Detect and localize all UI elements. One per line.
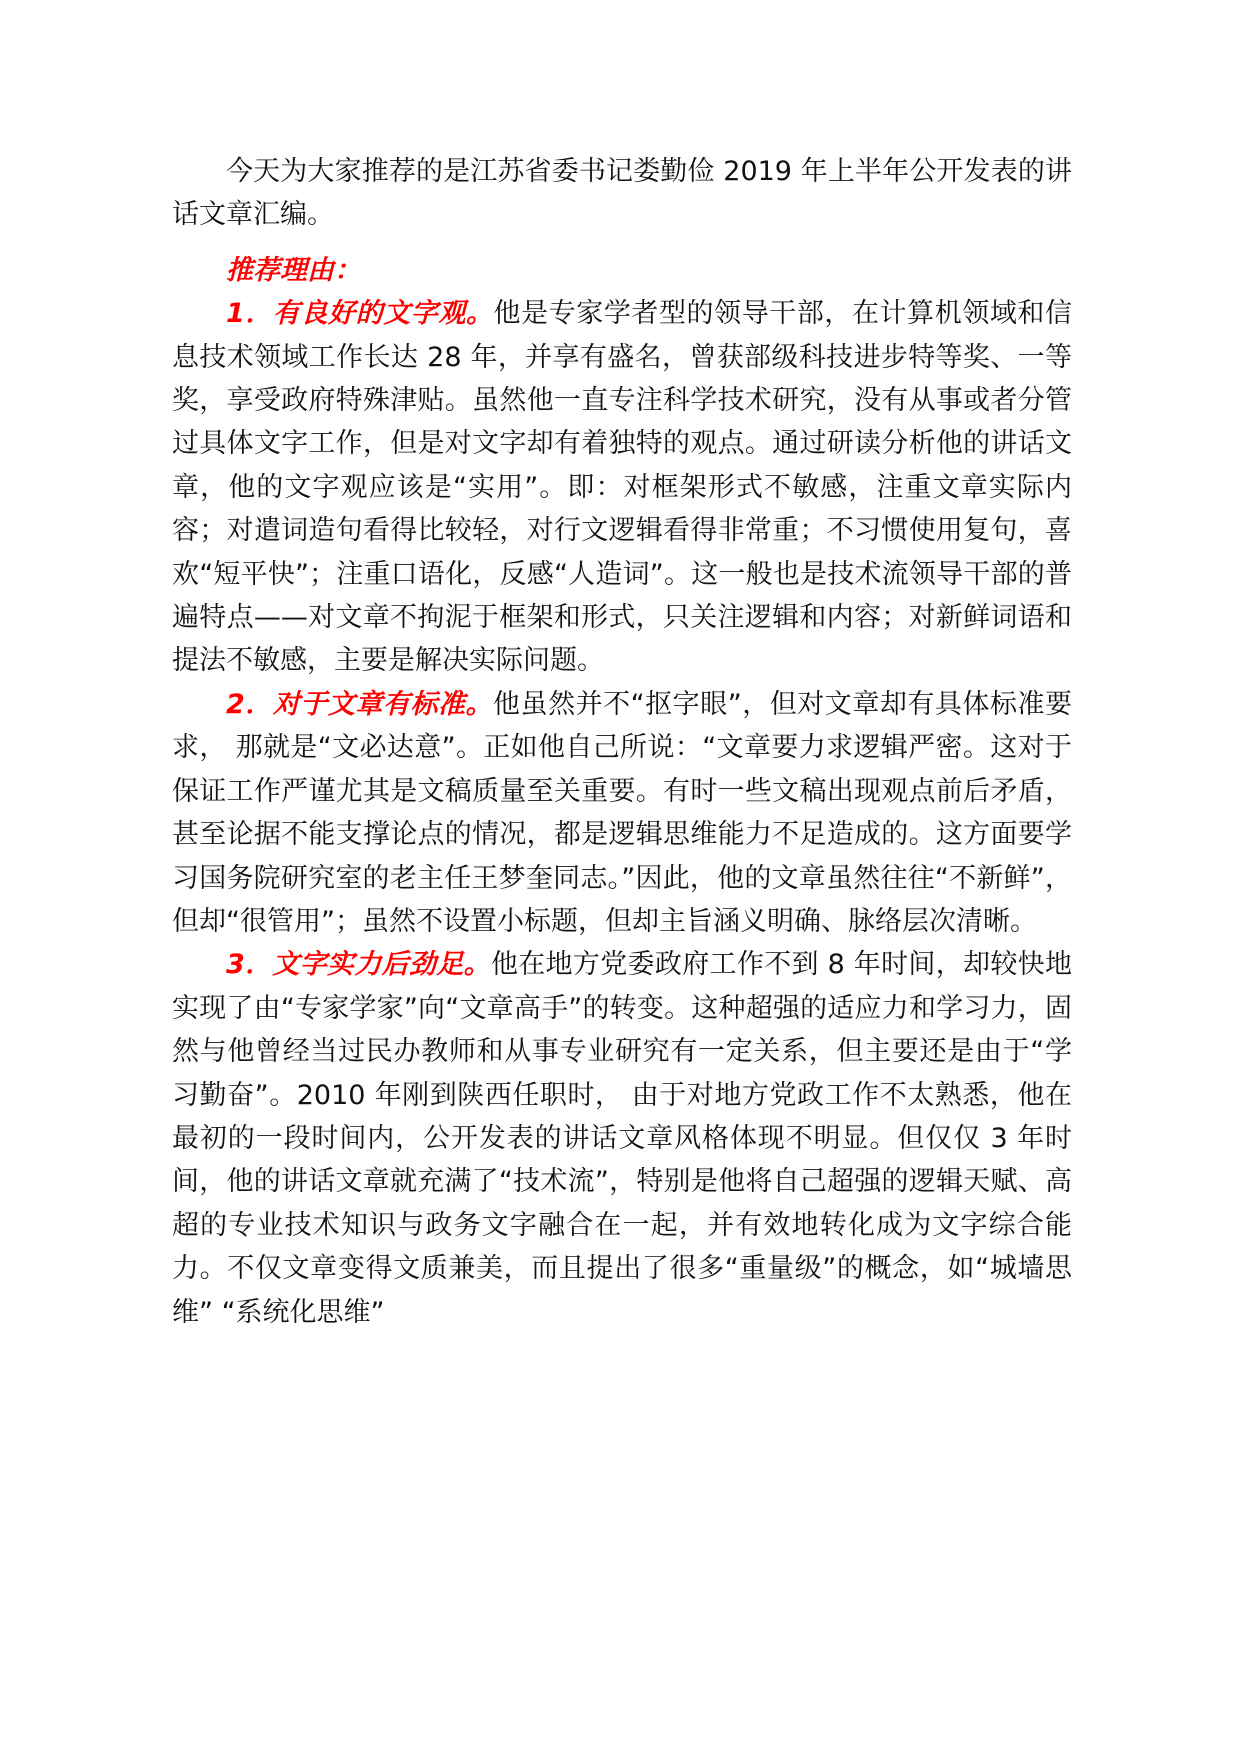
reason-body-2: 他虽然并不“抠字眼”，但对文章却有具体标准要求， 那就是“文必达意”。正如他自己所说：“文章要力求逻辑严密。这对于保证工作严谨尤其是文稿质量至关重要。有时一些文稿出现观点前后矛盾，甚至论据不能支撑论点的情况，都是逻辑思维能力不足造成的。这方面要学习国务院研究室的老主任王梦奎同志。”因此，他的文章虽然往往“不新鲜”，但却“很管用”；虽然不设置小标题，但却主旨涵义明确、脉络层次清晰。 — [172, 688, 1072, 937]
reason-title-1: 1．有良好的文字观。 — [226, 298, 494, 330]
intro-paragraph: 今天为大家推荐的是江苏省委书记娄勤俭 2019 年上半年公开发表的讲话文章汇编。 — [172, 156, 1072, 231]
reason-title-3: 3．文字实力后劲足。 — [226, 949, 491, 981]
reason-paragraph-3 — [172, 943, 1072, 1334]
reason-title-2: 2．对于文章有标准。 — [226, 688, 494, 720]
reason-body-1: 他是专家学者型的领导干部，在计算机领域和信息技术领域工作长达 28 年，并享有盛名，曾获部级科技进步特等奖、一等奖，享受政府特殊津贴。虽然他一直专注科学技术研究，没有从事或者分管过具体文字工作，但是对文字却有着独特的观点。通过研读分析他的讲话文章，他的文字观应该是“实用”。即：对框架形式不敏感，注重文章实际内容；对遣词造句看得比较轻，对行文逻辑看得非常重；不习惯使用复句，喜欢“短平快”；注重口语化，反感“人造词”。这一般也是技术流领导干部的普遍特点——对文章不拘泥于框架和形式，只关注逻辑和内容；对新鲜词语和提法不敏感，主要是解决实际问题。 — [172, 298, 1072, 677]
reason-paragraph-2 — [172, 683, 1072, 943]
reasons-heading: 推荐理由： — [226, 254, 361, 286]
reasons-heading-paragraph — [172, 249, 1072, 292]
document-body — [172, 150, 1072, 1334]
reason-body-3: 他在地方党委政府工作不到 8 年时间，却较快地实现了由“专家学家”向“文章高手”的转变。这种超强的适应力和学习力，固然与他曾经当过民办教师和从事专业研究有一定关系，但主要还是由于“学习勤奋”。2010 年刚到陕西任职时， 由于对地方党政工作不太熟悉，他在最初的一段时间内，公开发表的讲话文章风格体现不明显。但仅仅 3 年时间，他的讲话文章就充满了“技术流”，特别是他将自己超强的逻辑天赋、高超的专业技术知识与政务文字融合在一起，并有效地转化成为文字综合能力。不仅文章变得文质兼美，而且提出了很多“重量级”的概念，如“城墙思维” “系统化思维” — [172, 949, 1072, 1328]
reason-paragraph-1 — [172, 292, 1072, 683]
